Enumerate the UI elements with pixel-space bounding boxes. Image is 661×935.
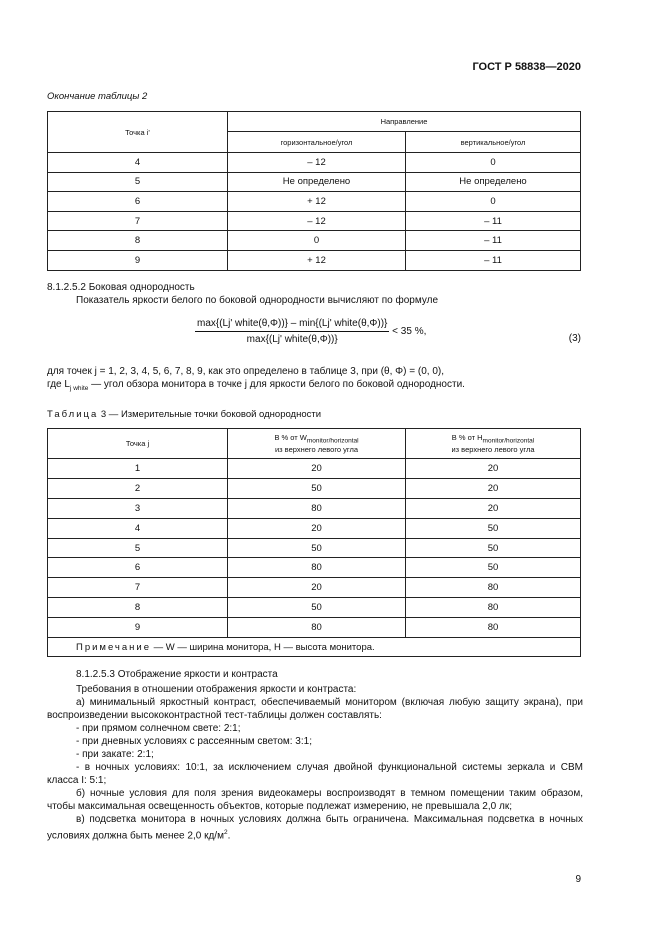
table-cell: Не определено xyxy=(406,172,581,192)
table-cell: 9 xyxy=(48,250,228,270)
table3-body xyxy=(48,459,581,638)
table-cell: 2 xyxy=(48,478,228,498)
table-cell: Не определено xyxy=(228,172,406,192)
table3-caption-text: 3 — Измерительные точки боковой однородности xyxy=(98,409,322,420)
formula-3 xyxy=(195,318,426,345)
table-cell: – 12 xyxy=(228,153,406,173)
section-heading-lateral-uniformity: 8.1.2.5.2 Боковая однородность xyxy=(47,282,195,293)
width-header-post: из верхнего левого угла xyxy=(274,445,359,455)
table-cell: 9 xyxy=(48,618,228,638)
paragraph-sunset: - при закате: 2:1; xyxy=(76,749,154,760)
paragraph-direct-sun: - при прямом солнечном свете: 2:1; xyxy=(76,723,241,734)
table-cell: 20 xyxy=(228,578,406,598)
table-cell: 0 xyxy=(406,153,581,173)
table-cell: 1 xyxy=(48,459,228,479)
formula-fraction xyxy=(195,318,389,345)
table-cell: 50 xyxy=(406,538,581,558)
note-text: — W — ширина монитора, H — высота монитора. xyxy=(151,641,375,653)
table-cell: 8 xyxy=(48,231,228,251)
table-cell: 3 xyxy=(48,498,228,518)
table-cell: 50 xyxy=(228,538,406,558)
table2-header-point: Точка i' xyxy=(48,112,228,153)
table3 xyxy=(47,428,581,657)
table2-caption: Окончание таблицы 2 xyxy=(47,91,148,102)
formula-intro: Показатель яркости белого по боковой однородности вычисляют по формуле xyxy=(76,295,439,306)
standard-number: ГОСТ Р 58838—2020 xyxy=(472,61,581,73)
table-cell: 0 xyxy=(406,192,581,212)
formula-denominator: max{(Lj' white(θ,Φ))} xyxy=(246,334,338,345)
table-row xyxy=(48,478,581,498)
table-cell: 50 xyxy=(228,478,406,498)
table2-body xyxy=(48,153,581,271)
table-row xyxy=(48,211,581,231)
table-row xyxy=(48,459,581,479)
table-cell: – 11 xyxy=(406,231,581,251)
formula-rhs: < 35 %, xyxy=(392,326,427,338)
table-row xyxy=(48,558,581,578)
table-row xyxy=(48,518,581,538)
table-cell: 80 xyxy=(228,498,406,518)
table-cell: 50 xyxy=(406,518,581,538)
paragraph-c xyxy=(47,813,583,842)
table3-header-width xyxy=(228,429,406,459)
paragraph-c-end: . xyxy=(227,830,231,842)
page-number: 9 xyxy=(575,874,581,885)
table-cell: 5 xyxy=(48,538,228,558)
table-cell: 7 xyxy=(48,211,228,231)
table-row xyxy=(48,578,581,598)
paragraph-b: б) ночные условия для поля зрения видеокамеры воспроизводят в темном помещении таким образом, чтобы максимальная освещенность объектов, которые подлежат измерению, не превышала 2,0 лк; xyxy=(47,788,583,812)
height-header-post: из верхнего левого угла xyxy=(451,445,535,455)
table3-caption xyxy=(47,409,321,420)
table-cell: + 12 xyxy=(228,250,406,270)
table-cell: 8 xyxy=(48,598,228,618)
table-cell: 80 xyxy=(406,598,581,618)
table-cell: 6 xyxy=(48,558,228,578)
paragraph-c-text: в) подсветка монитора в ночных условиях должна быть ограничена. Максимальная подсветка в ночных условиях должна быть менее 2,0 кд/м xyxy=(47,814,583,842)
table-row xyxy=(48,172,581,192)
width-header-pre: В % от W xyxy=(274,432,307,442)
table-cell: 80 xyxy=(406,578,581,598)
table3-header-point: Точка j xyxy=(48,429,228,459)
table2-header-direction: Направление xyxy=(228,112,581,132)
table3-caption-label: Таблица xyxy=(47,409,99,420)
section-heading-brightness-contrast: 8.1.2.5.3 Отображение яркости и контраста xyxy=(76,669,278,680)
paragraph-requirements: Требования в отношении отображения яркости и контраста: xyxy=(76,684,357,695)
table-row xyxy=(48,192,581,212)
table-cell: 20 xyxy=(228,459,406,479)
table-cell: – 11 xyxy=(406,211,581,231)
table3-header-height xyxy=(406,429,581,459)
where2-symbol: где L xyxy=(47,379,70,390)
table-cell: 80 xyxy=(406,618,581,638)
formula-where-2 xyxy=(47,378,583,395)
paragraph-daylight: - при дневных условиях с рассеянным светом: 3:1; xyxy=(76,736,312,747)
table2 xyxy=(47,111,581,271)
table3-note xyxy=(48,638,581,657)
table-cell: 20 xyxy=(228,518,406,538)
table-row xyxy=(48,538,581,558)
paragraph-c-sup: 2 xyxy=(223,829,228,836)
table-cell: 4 xyxy=(48,518,228,538)
equation-number: (3) xyxy=(568,333,581,344)
table-row xyxy=(48,598,581,618)
table2-header-vertical: вертикальное/угол xyxy=(406,132,581,153)
table-cell: 50 xyxy=(228,598,406,618)
table-cell: 20 xyxy=(406,478,581,498)
table-cell: 5 xyxy=(48,172,228,192)
table-cell: 4 xyxy=(48,153,228,173)
where2-subscript: j white xyxy=(69,385,89,392)
table-row xyxy=(48,250,581,270)
table-cell: 6 xyxy=(48,192,228,212)
table-cell: 80 xyxy=(228,618,406,638)
height-header-pre: В % от H xyxy=(451,432,483,442)
table-cell: 20 xyxy=(406,498,581,518)
table-cell: 20 xyxy=(406,459,581,479)
table2-header-horizontal: горизонтальное/угол xyxy=(228,132,406,153)
table-row xyxy=(48,618,581,638)
table-cell: + 12 xyxy=(228,192,406,212)
table-cell: – 11 xyxy=(406,250,581,270)
note-label: Примечание xyxy=(76,641,151,653)
table-cell: 50 xyxy=(406,558,581,578)
paragraph-night: - в ночных условиях: 10:1, за исключением случая двойной функциональной системы зеркала и СВМ класса I: 5:1; xyxy=(47,762,583,786)
paragraph-a: а) минимальный яркостный контраст, обеспечиваемый монитором (включая любую защиту экрана), при воспроизведении высококонтрастной тест-таблицы должен составлять: xyxy=(47,697,583,721)
where2-text: — угол обзора монитора в точке j для яркости белого по боковой однородности. xyxy=(88,379,465,390)
table-cell: 7 xyxy=(48,578,228,598)
table-row xyxy=(48,498,581,518)
table-cell: 80 xyxy=(228,558,406,578)
width-header-sub: monitor/horizontal xyxy=(306,437,359,445)
table-cell: 0 xyxy=(228,231,406,251)
table-cell: – 12 xyxy=(228,211,406,231)
table-row xyxy=(48,231,581,251)
formula-numerator: max{(Lj' white(θ,Φ))} – min{(Lj' white(θ,Φ))} xyxy=(195,318,389,332)
formula-where-1: для точек j = 1, 2, 3, 4, 5, 6, 7, 8, 9, как это определено в таблице 3, при (θ, Φ) = (0, 0), xyxy=(47,366,444,377)
height-header-sub: monitor/horizontal xyxy=(482,437,535,445)
table-row xyxy=(48,153,581,173)
